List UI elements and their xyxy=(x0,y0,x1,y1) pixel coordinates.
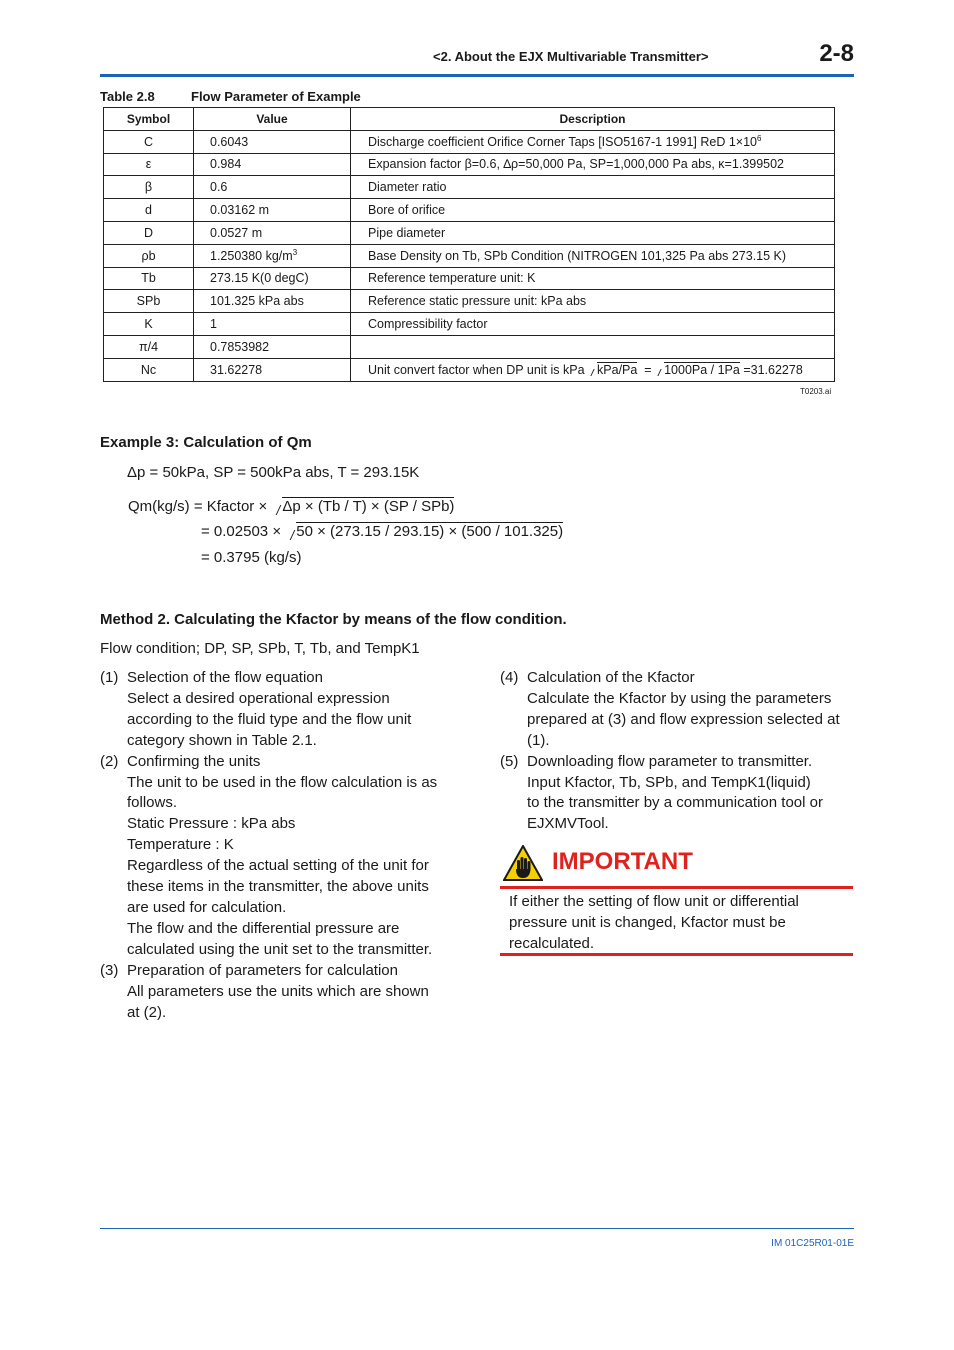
symbol-cell: π/4 xyxy=(104,335,194,358)
figure-id: T0203.ai xyxy=(800,387,832,396)
description-cell xyxy=(351,358,835,381)
table-row xyxy=(104,313,835,336)
description-text: Expansion factor β=0.6, ∆ρ=50,000 Pa, SP=1,000,000 Pa abs, κ=1.399502 xyxy=(368,157,784,172)
description-text: Unit convert factor when DP unit is kPa xyxy=(368,362,585,377)
step-body-line: The unit to be used in the flow calculation is as xyxy=(127,773,438,791)
table-label: Table 2.8 xyxy=(100,89,155,104)
formula-lhs: = 0.02503 × xyxy=(201,523,282,540)
table-row xyxy=(104,267,835,290)
description-cell xyxy=(351,244,835,267)
symbol-cell: C xyxy=(104,130,194,153)
equals-sign: = xyxy=(644,362,652,377)
square-root-symbol xyxy=(655,363,740,377)
square-root-symbol xyxy=(285,523,563,540)
value-text: 0.7853982 xyxy=(210,339,270,354)
step-body-line: Temperature : K xyxy=(127,836,234,854)
step-body-line: at (2). xyxy=(127,1003,167,1021)
value-cell xyxy=(194,221,351,244)
step-title: Preparation of parameters for calculation xyxy=(127,961,398,979)
value-text: 1.250380 kg/m xyxy=(210,249,293,264)
value-text: 0.984 xyxy=(210,157,242,172)
value-superscript: 3 xyxy=(292,248,298,258)
description-text: Compressibility factor xyxy=(368,317,488,332)
table-row xyxy=(104,290,835,313)
step-item xyxy=(100,961,450,1024)
step-title: Calculation of the Kfactor xyxy=(527,669,695,686)
description-cell xyxy=(351,221,835,244)
column-header: Description xyxy=(351,108,835,131)
description-text: Pipe diameter xyxy=(368,225,446,240)
step-body-line: The flow and the differential pressure are xyxy=(127,919,400,937)
table-row xyxy=(104,358,835,381)
table-row xyxy=(104,199,835,222)
step-body-line: Input Kfactor, Tb, SPb, and TempK1(liquid) xyxy=(527,773,811,791)
step-number: (4) xyxy=(500,669,519,686)
value-text: 1 xyxy=(210,317,217,332)
step-body-line: Regardless of the actual setting of the unit for xyxy=(127,857,429,875)
table-caption xyxy=(100,89,361,104)
description-cell xyxy=(351,267,835,290)
step-body-line: Select a desired operational expression xyxy=(127,689,390,707)
column-header: Symbol xyxy=(104,108,194,131)
step-item xyxy=(100,752,450,961)
step-body-line: Static Pressure : kPa abs xyxy=(127,815,296,833)
description-text: =31.62278 xyxy=(743,362,803,377)
column-header: Value xyxy=(194,108,351,131)
symbol-cell: ρb xyxy=(104,244,194,267)
table-header-row xyxy=(104,108,835,131)
value-cell xyxy=(194,335,351,358)
step-item xyxy=(500,752,854,836)
table-row xyxy=(104,153,835,176)
description-superscript: 6 xyxy=(756,134,762,144)
step-body-line: these items in the transmitter, the above units xyxy=(127,878,429,896)
value-cell xyxy=(194,244,351,267)
description-cell xyxy=(351,335,835,358)
description-text: Reference temperature unit: K xyxy=(368,271,536,286)
table-title: Flow Parameter of Example xyxy=(191,89,361,104)
description-cell xyxy=(351,290,835,313)
formula-radicand: Δp × (Tb / T) × (SP / SPb) xyxy=(282,498,455,515)
value-cell xyxy=(194,290,351,313)
example-conditions: Δp = 50kPa, SP = 500kPa abs, T = 293.15K xyxy=(127,464,420,481)
description-cell xyxy=(351,153,835,176)
formula-result: = 0.3795 (kg/s) xyxy=(201,549,302,566)
method-title: Method 2. Calculating the Kfactor by means of the flow condition. xyxy=(100,611,567,628)
symbol-cell: ε xyxy=(104,153,194,176)
value-cell: 31.62278 xyxy=(194,358,351,381)
step-body-line: EJXMVTool. xyxy=(527,815,609,833)
description-text: Discharge coefficient Orifice Corner Taps [ISO5167-1 1991] ReD 1×10 xyxy=(368,135,757,150)
step-body-line: calculated using the unit set to the transmitter. xyxy=(127,940,433,958)
flow-condition: Flow condition; DP, SP, SPb, T, Tb, and TempK1 xyxy=(100,640,420,657)
step-title: Selection of the flow equation xyxy=(127,669,323,686)
value-cell xyxy=(194,153,351,176)
symbol-cell: β xyxy=(104,176,194,199)
description-text: Bore of orifice xyxy=(368,203,446,218)
step-body-line: according to the fluid type and the flow unit xyxy=(127,710,412,728)
formula-line-2 xyxy=(201,523,563,540)
square-root-symbol xyxy=(271,498,454,515)
description-cell xyxy=(351,130,835,153)
step-body-line: follows. xyxy=(127,794,178,812)
description-text: Base Density on Tb, SPb Condition (NITROGEN 101,325 Pa abs 273.15 K) xyxy=(368,248,787,263)
radicand: 1000Pa / 1Pa xyxy=(664,362,740,377)
symbol-cell: Nc xyxy=(104,358,194,381)
table-row xyxy=(104,335,835,358)
value-text: 273.15 K(0 degC) xyxy=(210,271,309,286)
document-code: IM 01C25R01-01E xyxy=(771,1238,854,1249)
table-row xyxy=(104,130,835,153)
step-body-line: category shown in Table 2.1. xyxy=(127,731,317,749)
symbol-cell: D xyxy=(104,221,194,244)
value-text: 101.325 kPa abs xyxy=(210,294,304,309)
value-cell xyxy=(194,267,351,290)
table-row xyxy=(104,176,835,199)
step-body-line: prepared at (3) and flow expression selected at xyxy=(527,710,840,728)
symbol-cell: SPb xyxy=(104,290,194,313)
symbol-cell: Tb xyxy=(104,267,194,290)
page-number: 2-8 xyxy=(819,40,854,67)
step-number: (2) xyxy=(100,752,119,770)
description-cell xyxy=(351,313,835,336)
section-header: <2. About the EJX Multivariable Transmitter> xyxy=(433,49,709,64)
warning-hand-icon xyxy=(503,845,543,886)
table-row xyxy=(104,244,835,267)
step-number: (1) xyxy=(100,669,119,686)
step-body-line: (1). xyxy=(527,731,550,749)
radicand: kPa/Pa xyxy=(597,362,638,377)
table-row xyxy=(104,221,835,244)
value-text: 0.03162 m xyxy=(210,203,270,218)
steps-right-column xyxy=(500,668,854,835)
header-rule xyxy=(100,74,854,77)
step-item xyxy=(500,668,854,752)
step-number: (5) xyxy=(500,752,519,770)
value-text: 0.0527 m xyxy=(210,225,263,240)
value-cell xyxy=(194,313,351,336)
value-cell xyxy=(194,199,351,222)
description-text: Diameter ratio xyxy=(368,180,447,195)
description-cell xyxy=(351,199,835,222)
step-body-line: All parameters use the units which are shown xyxy=(127,982,429,1000)
step-title: Confirming the units xyxy=(127,752,261,770)
formula-line-1 xyxy=(128,498,454,515)
steps-left-column xyxy=(100,668,450,1023)
step-body-line: Calculate the Kfactor by using the parameters xyxy=(527,689,832,707)
footer-rule xyxy=(100,1228,854,1229)
important-bottom-rule xyxy=(500,953,853,956)
value-text: 0.6 xyxy=(210,180,228,195)
formula-radicand: 50 × (273.15 / 293.15) × (500 / 101.325) xyxy=(296,523,564,540)
flow-parameter-table xyxy=(103,107,835,382)
important-text: If either the setting of flow unit or differential pressure unit is changed, Kfactor must be recalculated. xyxy=(509,893,799,952)
value-cell xyxy=(194,130,351,153)
value-cell xyxy=(194,176,351,199)
important-title: IMPORTANT xyxy=(552,848,693,875)
description-text: Reference static pressure unit: kPa abs xyxy=(368,294,587,309)
table-body xyxy=(104,130,835,381)
symbol-cell: d xyxy=(104,199,194,222)
step-title: Downloading flow parameter to transmitter. xyxy=(527,752,813,770)
step-body-line: to the transmitter by a communication tool or xyxy=(527,794,823,812)
step-body-line: are used for calculation. xyxy=(127,898,287,916)
value-text: 0.6043 xyxy=(210,134,249,149)
symbol-cell: K xyxy=(104,313,194,336)
description-cell xyxy=(351,176,835,199)
important-top-rule xyxy=(500,886,853,889)
example-title: Example 3: Calculation of Qm xyxy=(100,434,312,451)
step-item xyxy=(100,668,450,752)
formula-lhs: Qm(kg/s) = Kfactor × xyxy=(128,498,268,515)
square-root-symbol xyxy=(588,363,637,377)
step-number: (3) xyxy=(100,961,119,979)
